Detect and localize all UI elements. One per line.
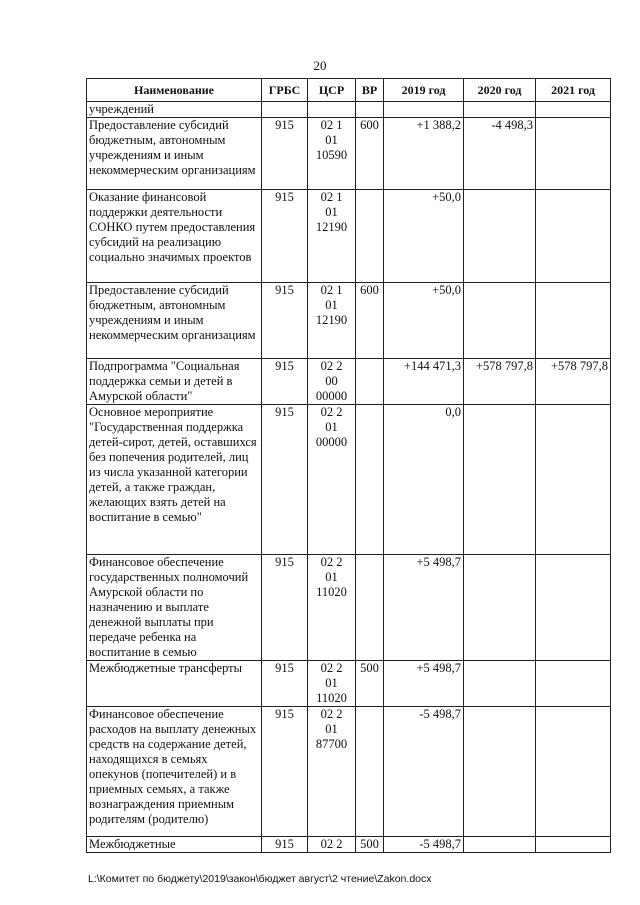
row-csr-cell: 02 2 xyxy=(308,837,356,853)
page-number: 20 xyxy=(313,58,327,73)
header-2019: 2019 год xyxy=(384,79,464,102)
row-grbs-cell: 915 xyxy=(262,837,308,853)
row-name-cell: Финансовое обеспечение расходов на выплату денежных средств на содержание детей, находящихся в семьях опекунов (попечителей) и в приемных семьях, а также вознаграждения приемным родителям (родителю) xyxy=(87,707,262,837)
row-csr-cell: 02 2 01 11020 xyxy=(308,555,356,661)
row-grbs-cell: 915 xyxy=(262,118,308,190)
row-2021-cell xyxy=(536,190,611,283)
row-2021-cell xyxy=(536,102,611,118)
row-vr-cell: 500 xyxy=(356,837,384,853)
row-2019-cell: -5 498,7 xyxy=(384,837,464,853)
row-2020-cell xyxy=(464,102,536,118)
row-name-cell: учреждений xyxy=(87,102,262,118)
row-2021-cell xyxy=(536,555,611,661)
row-2019-cell: +50,0 xyxy=(384,190,464,283)
header-vr: ВР xyxy=(356,79,384,102)
row-name-cell: Финансовое обеспечение государственных полномочий Амурской области по назначению и выплате денежной выплаты при передаче ребенка на воспитание в семью xyxy=(87,555,262,661)
header-csr: ЦСР xyxy=(308,79,356,102)
row-vr-cell: 500 xyxy=(356,661,384,707)
table-row xyxy=(87,118,611,190)
row-grbs-cell: 915 xyxy=(262,707,308,837)
row-2021-cell xyxy=(536,405,611,555)
row-name-cell: Основное мероприятие "Государственная поддержка детей-сирот, детей, оставшихся без попечения родителей, лиц из числа указанной категории детей, а также граждан, желающих взять детей на воспитание в семью" xyxy=(87,405,262,555)
row-grbs-cell xyxy=(262,102,308,118)
row-vr-cell xyxy=(356,555,384,661)
row-2021-cell xyxy=(536,283,611,359)
row-name-cell: Межбюджетные трансферты xyxy=(87,661,262,707)
table-row xyxy=(87,359,611,405)
header-2020: 2020 год xyxy=(464,79,536,102)
row-name-cell: Оказание финансовой поддержки деятельности СОНКО путем предоставления субсидий на реализацию социально значимых проектов xyxy=(87,190,262,283)
row-2019-cell xyxy=(384,102,464,118)
row-grbs-cell: 915 xyxy=(262,283,308,359)
row-vr-cell xyxy=(356,359,384,405)
row-csr-cell: 02 2 01 00000 xyxy=(308,405,356,555)
row-2020-cell: -4 498,3 xyxy=(464,118,536,190)
table-row xyxy=(87,837,611,853)
row-2021-cell xyxy=(536,118,611,190)
header-grbs: ГРБС xyxy=(262,79,308,102)
table-row xyxy=(87,190,611,283)
row-2020-cell xyxy=(464,283,536,359)
row-2021-cell xyxy=(536,661,611,707)
row-2020-cell: +578 797,8 xyxy=(464,359,536,405)
row-2019-cell: -5 498,7 xyxy=(384,707,464,837)
row-2020-cell xyxy=(464,190,536,283)
row-csr-cell: 02 1 01 10590 xyxy=(308,118,356,190)
row-2020-cell xyxy=(464,555,536,661)
row-name-cell: Подпрограмма "Социальная поддержка семьи и детей в Амурской области" xyxy=(87,359,262,405)
row-2020-cell xyxy=(464,661,536,707)
row-grbs-cell: 915 xyxy=(262,405,308,555)
row-csr-cell: 02 2 01 11020 xyxy=(308,661,356,707)
row-grbs-cell: 915 xyxy=(262,190,308,283)
row-2019-cell: +1 388,2 xyxy=(384,118,464,190)
row-2019-cell: +144 471,3 xyxy=(384,359,464,405)
row-vr-cell: 600 xyxy=(356,118,384,190)
row-2020-cell xyxy=(464,837,536,853)
row-2020-cell xyxy=(464,405,536,555)
row-csr-cell xyxy=(308,102,356,118)
row-grbs-cell: 915 xyxy=(262,359,308,405)
row-csr-cell: 02 2 01 87700 xyxy=(308,707,356,837)
row-grbs-cell: 915 xyxy=(262,555,308,661)
file-path-footer: L:\Комитет по бюджету\2019\закон\бюджет август\2 чтение\Zakon.docx xyxy=(88,873,432,885)
table-row xyxy=(87,555,611,661)
table-header-row xyxy=(87,79,611,102)
row-2020-cell xyxy=(464,707,536,837)
row-vr-cell xyxy=(356,405,384,555)
row-vr-cell: 600 xyxy=(356,283,384,359)
table-row xyxy=(87,102,611,118)
row-2019-cell: +5 498,7 xyxy=(384,555,464,661)
row-csr-cell: 02 2 00 00000 xyxy=(308,359,356,405)
header-name: Наименование xyxy=(87,79,262,102)
row-2019-cell: 0,0 xyxy=(384,405,464,555)
table-row xyxy=(87,661,611,707)
row-name-cell: Предоставление субсидий бюджетным, автономным учреждениям и иным некоммерческим организациям xyxy=(87,118,262,190)
row-2021-cell: +578 797,8 xyxy=(536,359,611,405)
row-vr-cell xyxy=(356,707,384,837)
row-2019-cell: +5 498,7 xyxy=(384,661,464,707)
table-row xyxy=(87,707,611,837)
row-2021-cell xyxy=(536,837,611,853)
row-name-cell: Межбюджетные xyxy=(87,837,262,853)
row-2019-cell: +50,0 xyxy=(384,283,464,359)
header-2021: 2021 год xyxy=(536,79,611,102)
row-csr-cell: 02 1 01 12190 xyxy=(308,190,356,283)
row-vr-cell xyxy=(356,190,384,283)
row-name-cell: Предоставление субсидий бюджетным, автономным учреждениям и иным некоммерческим организациям xyxy=(87,283,262,359)
row-grbs-cell: 915 xyxy=(262,661,308,707)
table-row xyxy=(87,283,611,359)
row-2021-cell xyxy=(536,707,611,837)
row-csr-cell: 02 1 01 12190 xyxy=(308,283,356,359)
table-row xyxy=(87,405,611,555)
budget-table xyxy=(86,78,611,853)
row-vr-cell xyxy=(356,102,384,118)
